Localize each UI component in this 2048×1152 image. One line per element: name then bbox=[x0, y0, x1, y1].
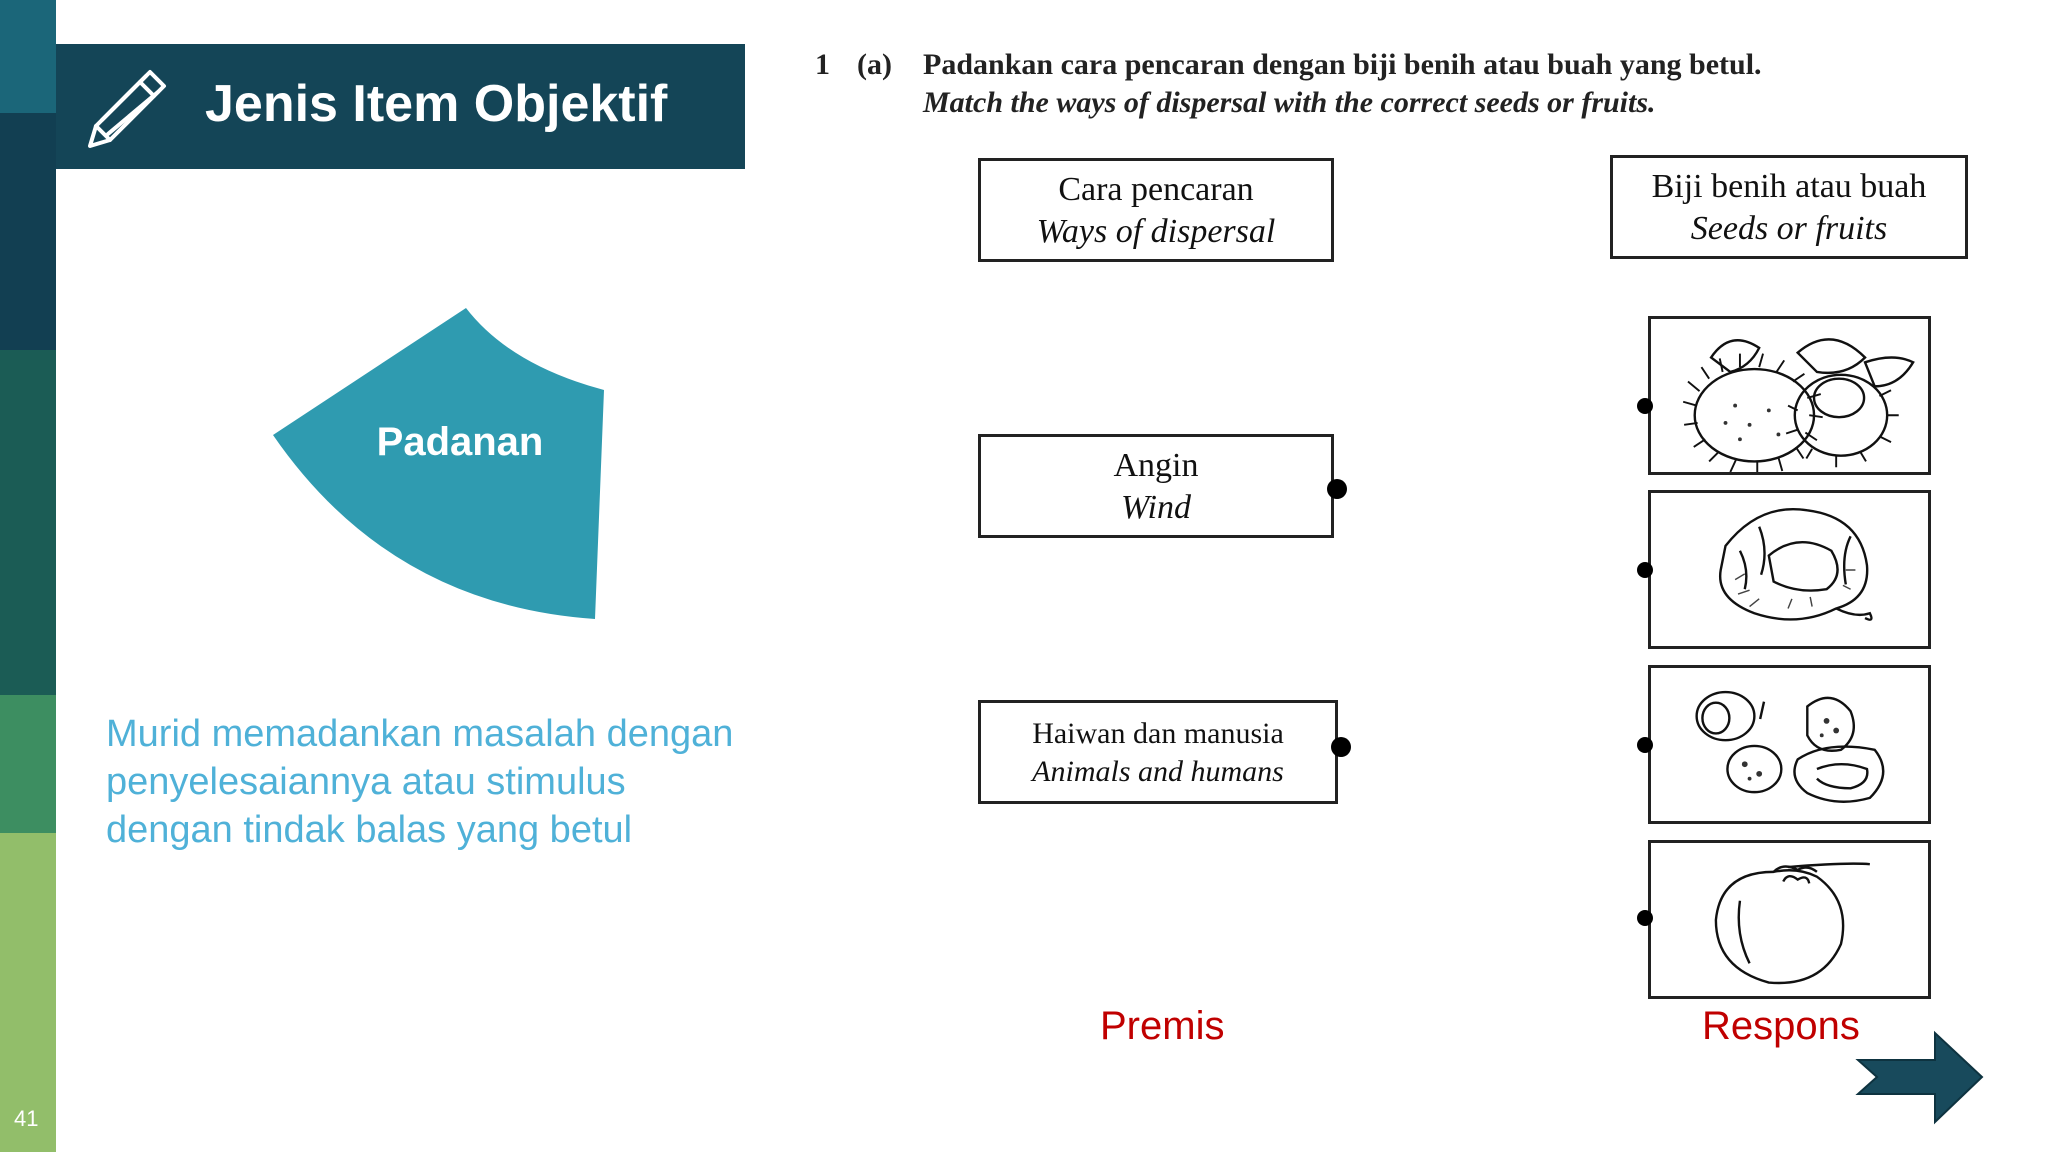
premise-wind-malay: Angin bbox=[1113, 447, 1199, 484]
description-text: Murid memadankan masalah dengan penyelesaiannya atau stimulus dengan tindak balas yang betul bbox=[106, 713, 734, 851]
premise-wind-dot[interactable] bbox=[1327, 479, 1347, 499]
response-nuts bbox=[1648, 665, 1931, 824]
response-caption: Respons bbox=[1702, 1004, 1860, 1048]
premise-wind bbox=[978, 434, 1334, 538]
premise-caption: Premis bbox=[1100, 1004, 1225, 1048]
response-winged-seed-dot[interactable] bbox=[1637, 562, 1653, 578]
fruit-icon bbox=[1651, 843, 1928, 996]
response-winged-seed bbox=[1648, 490, 1931, 649]
premise-animals-malay: Haiwan dan manusia bbox=[1032, 717, 1284, 750]
winged-seed-icon bbox=[1651, 493, 1928, 646]
response-rambutan bbox=[1648, 316, 1931, 475]
premise-animals-humans bbox=[978, 700, 1338, 804]
stripe-1 bbox=[0, 0, 56, 113]
stripe-3 bbox=[0, 350, 56, 695]
instruction-malay: Padankan cara pencaran dengan biji benih atau buah yang betul. bbox=[923, 48, 1762, 81]
stripe-4 bbox=[0, 695, 56, 833]
header-right-english: Seeds or fruits bbox=[1690, 210, 1888, 247]
premise-animals-english: Animals and humans bbox=[1032, 755, 1284, 788]
stripe-2 bbox=[0, 113, 56, 350]
premise-wind-english: Wind bbox=[1121, 489, 1191, 526]
stripe-5 bbox=[0, 833, 56, 1152]
sidebar-stripes bbox=[0, 0, 56, 1152]
instruction-english: Match the ways of dispersal with the correct seeds or fruits. bbox=[923, 86, 1656, 119]
next-arrow-icon[interactable] bbox=[1855, 1030, 1985, 1125]
response-fruit bbox=[1648, 840, 1931, 999]
premise-animals-dot[interactable] bbox=[1331, 737, 1351, 757]
header-seeds-or-fruits bbox=[1610, 155, 1968, 259]
page-title: Jenis Item Objektif bbox=[205, 75, 668, 133]
slide-number: 41 bbox=[14, 1106, 39, 1131]
response-fruit-dot[interactable] bbox=[1637, 910, 1653, 926]
title-bar bbox=[56, 44, 745, 169]
pencil-icon bbox=[80, 64, 170, 154]
header-right-malay: Biji benih atau buah bbox=[1651, 168, 1927, 205]
header-ways-of-dispersal bbox=[978, 158, 1334, 262]
header-left-malay: Cara pencaran bbox=[1058, 171, 1254, 208]
padanan-segment bbox=[270, 305, 610, 625]
question-part: (a) bbox=[857, 48, 892, 81]
response-nuts-dot[interactable] bbox=[1637, 737, 1653, 753]
nuts-icon bbox=[1651, 668, 1928, 821]
response-rambutan-dot[interactable] bbox=[1637, 398, 1653, 414]
rambutan-icon bbox=[1651, 319, 1928, 472]
segment-label: Padanan bbox=[376, 420, 544, 464]
header-left-english: Ways of dispersal bbox=[1036, 213, 1276, 250]
question-number: 1 bbox=[815, 48, 830, 81]
